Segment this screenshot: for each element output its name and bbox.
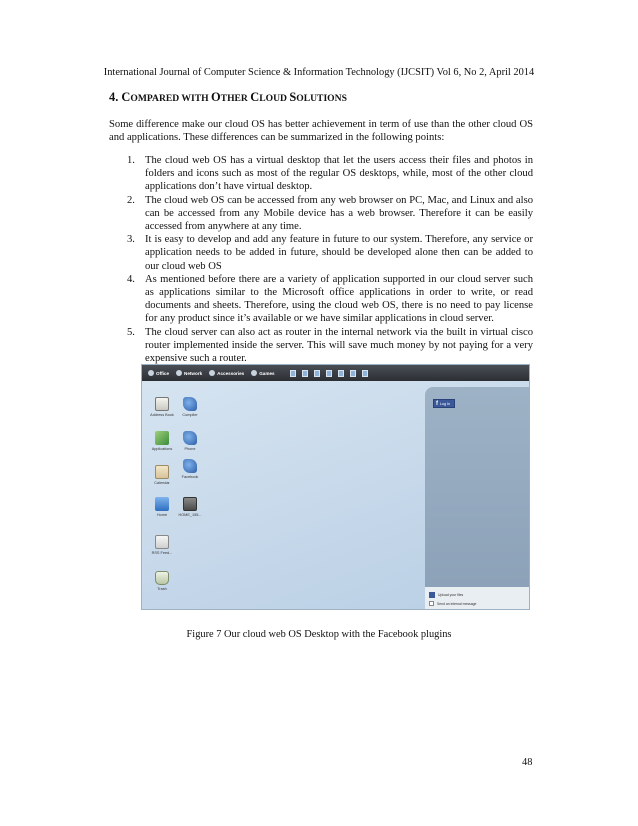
menu-office[interactable]: Office xyxy=(148,370,169,376)
menu-accessories[interactable]: Accessories xyxy=(209,370,244,376)
list-item: 4. As mentioned before there are a variety of application supported in our cloud server such as applications similar to the Microsoft office applications in order to write, or read documents and sheets. Therefore, using the cloud web OS, there is no need to pay license for any product since it’s available or we have similar applications in cloud server. xyxy=(127,273,533,325)
figure-caption: Figure 7 Our cloud web OS Desktop with the Facebook plugins xyxy=(186,629,452,640)
running-head: International Journal of Computer Science & Information Technology (IJCSIT) Vol 6, No 2, April 2014 xyxy=(103,67,535,78)
desktop-icon-address-book[interactable]: Address Book xyxy=(148,397,176,418)
image-icon xyxy=(183,497,197,511)
applications-icon xyxy=(155,431,169,445)
trash-icon xyxy=(155,571,169,585)
calendar-icon xyxy=(155,465,169,479)
desktop-icon-calendar[interactable]: Calendar xyxy=(148,465,176,486)
menu-network[interactable]: Network xyxy=(176,370,202,376)
desktop-icon-rss-feed[interactable]: RSS Feed... xyxy=(148,535,176,556)
desktop-icon-trash[interactable]: Trash xyxy=(148,571,176,592)
desktop-icon-facebook[interactable]: Facebook xyxy=(176,459,204,480)
facebook-panel-footer xyxy=(425,587,529,610)
launcher-icon[interactable] xyxy=(350,370,356,377)
launcher-icon[interactable] xyxy=(362,370,368,377)
list-item: 2. The cloud web OS can be accessed from any web browser on PC, Mac, and Linux and also can be accessed from any Mobile device has a web browser. Therefore it can be easily accessed from anywhere at any time. xyxy=(127,194,533,233)
desktop-icon-compiler[interactable]: Compiler xyxy=(176,397,204,418)
figure-desktop-screenshot xyxy=(141,364,530,610)
launcher-icon[interactable] xyxy=(314,370,320,377)
send-message-option[interactable]: Send an internal message xyxy=(429,599,525,608)
list-item: 3. It is easy to develop and add any feature in future to our system. Therefore, any service or application needs to be added in future, should be developed alone then can be added to our cloud web OS xyxy=(127,234,533,272)
section-number: 4. xyxy=(109,90,119,104)
upload-icon xyxy=(429,592,435,598)
rss-icon xyxy=(155,535,169,549)
desktop-icon-phone[interactable]: Phone xyxy=(176,431,204,452)
home-icon xyxy=(155,497,169,511)
facebook-login-button[interactable]: f Log In xyxy=(433,399,455,408)
fish-icon xyxy=(183,459,197,473)
points-list xyxy=(109,154,533,365)
launcher-icon[interactable] xyxy=(326,370,332,377)
accessories-icon xyxy=(209,370,215,376)
page-number: 48 xyxy=(522,757,533,768)
launcher-icon[interactable] xyxy=(302,370,308,377)
facebook-icon: f xyxy=(436,400,438,407)
desktop-icon-image-file[interactable]: HOME_155... xyxy=(176,497,204,518)
games-icon xyxy=(251,370,257,376)
section-title: 4. COMPARED WITH OTHER CLOUD SOLUTIONS xyxy=(109,90,347,104)
network-icon xyxy=(176,370,182,376)
intro-paragraph: Some difference make our cloud OS has better achievement in term of use than the other cloud OS and applications. These differences can be summarized in the following points: xyxy=(109,119,533,144)
quick-launch-tray xyxy=(290,370,374,377)
desktop-icon-home[interactable]: Home xyxy=(148,497,176,518)
facebook-plugin-panel xyxy=(425,387,529,610)
checkbox-icon xyxy=(429,601,434,606)
menu-games[interactable]: Games xyxy=(251,370,274,376)
desktop-taskbar xyxy=(142,365,529,381)
list-item: 1. The cloud web OS has a virtual desktop that let the users access their files and photos in folders and icons such as most of the regular OS desktops, while, most of the other cloud applications don’t have virtual desktop. xyxy=(127,155,533,193)
fish-icon xyxy=(183,397,197,411)
office-icon xyxy=(148,370,154,376)
launcher-icon[interactable] xyxy=(338,370,344,377)
book-icon xyxy=(155,397,169,411)
launcher-icon[interactable] xyxy=(290,370,296,377)
desktop-icon-applications[interactable]: Applications xyxy=(148,431,176,452)
fish-icon xyxy=(183,431,197,445)
upload-files-option[interactable]: Upload your files xyxy=(429,590,525,599)
list-item: 5. The cloud server can also act as router in the internal network via the built in virtual cisco router implemented inside the server. This will save much money by not paying for a very expensive such a router. xyxy=(127,326,533,365)
